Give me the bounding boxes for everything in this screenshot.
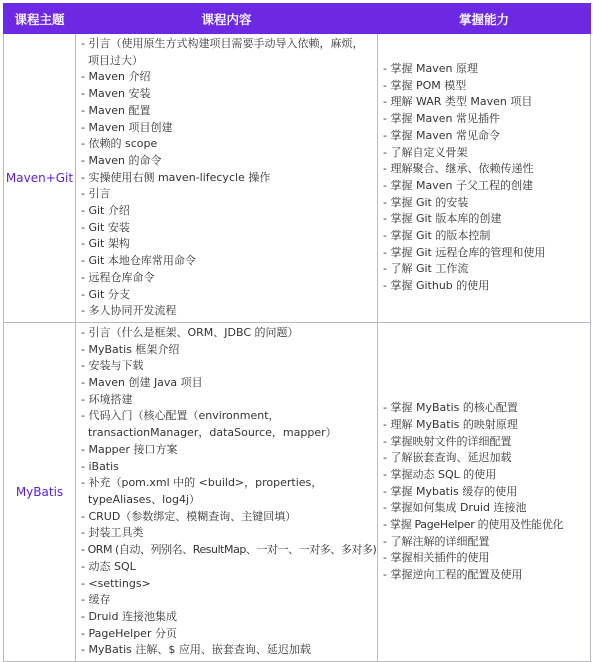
list-item: - PageHelper 分页	[81, 626, 177, 640]
list-item: - Maven 的命令	[81, 153, 162, 167]
list-item: - 理解聚合、继承、依赖传递性	[383, 162, 534, 176]
list-item: - Git 分支	[81, 287, 130, 301]
list-item: - 缓存	[81, 593, 111, 607]
table-row	[4, 34, 591, 323]
list-item: - Maven 项目创建	[81, 120, 173, 134]
list-item: - 掌握逆向工程的配置及使用	[383, 568, 523, 582]
list-item: - MyBatis 框架介绍	[81, 342, 180, 356]
list-item: - 了解注解的详细配置	[383, 534, 490, 548]
list-item: - 环境搭建	[81, 392, 133, 406]
list-item: - 理解 MyBatis 的映射原理	[383, 417, 518, 431]
list-item: - 引言（什么是框架、ORM、JDBC 的问题）	[81, 325, 299, 339]
list-item: - 掌握 Git 远程仓库的管理和使用	[383, 245, 546, 259]
skills-list	[378, 400, 590, 584]
list-item: - 掌握 Mybatis 缓存的使用	[383, 484, 518, 498]
list-item: - 代码入门（核心配置（environment，	[81, 409, 280, 423]
content-list	[76, 34, 377, 322]
list-item: - Git 架构	[81, 237, 130, 251]
content-cell	[76, 322, 378, 661]
list-item: - 依赖的 scope	[81, 137, 158, 151]
header-content: 课程内容	[76, 4, 378, 34]
list-item: - 掌握 Maven 子父工程的创建	[383, 178, 533, 192]
list-item: typeAliases、log4j）	[81, 492, 200, 506]
list-item: - ORM (自动、列别名、ResultMap、一对一、一对多、多对多)	[81, 543, 377, 557]
skills-cell	[378, 322, 591, 661]
list-item: - 掌握 Maven 常见命令	[383, 128, 500, 142]
header-skills: 掌握能力	[378, 4, 591, 34]
list-item: - Git 本地仓库常用命令	[81, 254, 196, 268]
content-list	[76, 323, 377, 661]
list-item: - Mapper 接口方案	[81, 442, 178, 456]
list-item: - 掌握 POM 模型	[383, 78, 467, 92]
list-item: - 掌握 Git 的版本控制	[383, 229, 491, 243]
table-body	[4, 34, 591, 662]
header-topic: 课程主题	[4, 4, 76, 34]
list-item: - 安装与下载	[81, 359, 144, 373]
list-item: - 掌握如何集成 Druid 连接池	[383, 501, 527, 515]
list-item: - Git 安装	[81, 220, 130, 234]
list-item: - MyBatis 注解、$ 应用、嵌套查询、延迟加载	[81, 643, 311, 657]
skills-list	[378, 61, 590, 295]
list-item: - 掌握 Github 的使用	[383, 279, 490, 293]
list-item: - 理解 WAR 类型 Maven 项目	[383, 95, 533, 109]
list-item: - 掌握 Maven 原理	[383, 62, 478, 76]
list-item: - 引言（使用原生方式构建项目需要手动导入依赖，麻烦，	[81, 37, 364, 50]
list-item: - 引言	[81, 187, 111, 201]
list-item: - Maven 介绍	[81, 70, 151, 84]
list-item: - 掌握 PageHelper 的使用及性能优化	[383, 518, 564, 532]
topic-cell: MyBatis	[4, 322, 76, 661]
list-item: - <settings>	[81, 576, 151, 590]
list-item: - 多人协同开发流程	[81, 304, 177, 318]
header-row	[4, 4, 591, 34]
list-item: - Git 介绍	[81, 204, 130, 218]
content-cell	[76, 34, 378, 323]
list-item: - 了解自定义骨架	[383, 145, 468, 159]
list-item: - 掌握 MyBatis 的核心配置	[383, 401, 518, 415]
list-item: - 掌握相关插件的使用	[383, 551, 490, 565]
list-item: transactionManager，dataSource，mapper）	[81, 426, 337, 440]
list-item: - 补充（pom.xml 中的 <build>，properties，	[81, 476, 323, 490]
list-item: - CRUD（参数绑定、模糊查询、主键回填）	[81, 509, 297, 523]
list-item: - Maven 创建 Java 项目	[81, 376, 203, 390]
table-row	[4, 322, 591, 661]
list-item: - Maven 配置	[81, 103, 151, 117]
list-item: - iBatis	[81, 459, 119, 473]
list-item: - 了解 Git 工作流	[383, 262, 469, 276]
list-item: - 掌握映射文件的详细配置	[383, 434, 512, 448]
list-item: - 掌握动态 SQL 的使用	[383, 467, 497, 481]
list-item: 项目过大）	[81, 53, 143, 67]
skills-cell	[378, 34, 591, 323]
list-item: - 了解嵌套查询、延迟加载	[383, 451, 512, 465]
list-item: - Maven 安装	[81, 87, 151, 101]
list-item: - 掌握 Maven 常见插件	[383, 112, 500, 126]
topic-cell: Maven+Git	[4, 34, 76, 323]
list-item: - Druid 连接池集成	[81, 609, 177, 623]
list-item: - 封装工具类	[81, 526, 144, 540]
list-item: - 远程仓库命令	[81, 270, 155, 284]
list-item: - 动态 SQL	[81, 559, 136, 573]
list-item: - 掌握 Git 版本库的创建	[383, 212, 502, 226]
list-item: - 实操使用右侧 maven-lifecycle 操作	[81, 170, 271, 184]
list-item: - 掌握 Git 的安装	[383, 195, 469, 209]
course-table	[3, 3, 591, 662]
